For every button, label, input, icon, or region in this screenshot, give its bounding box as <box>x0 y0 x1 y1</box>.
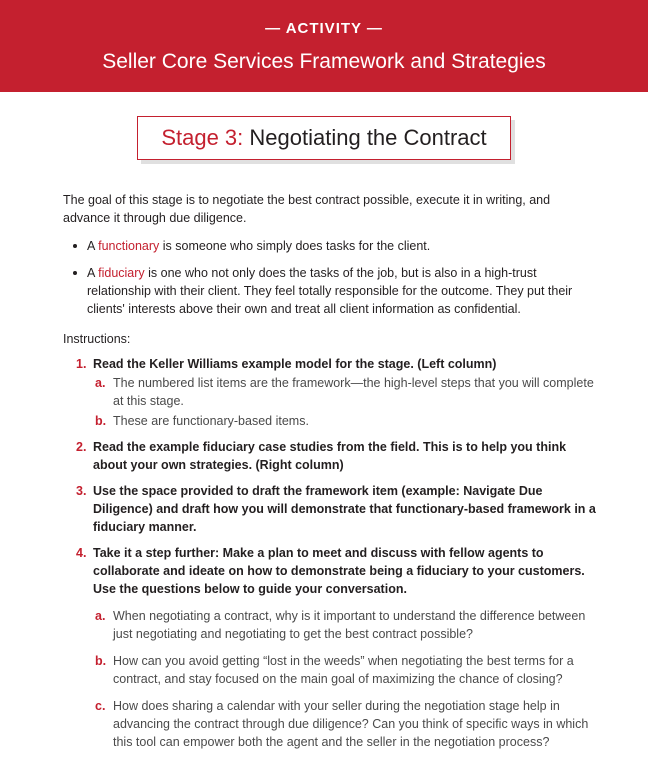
definition-item-functionary <box>63 237 598 255</box>
discussion-question <box>93 697 598 751</box>
definition-lead: A <box>87 239 99 253</box>
step-number: 4. <box>76 546 87 560</box>
bullet-dot <box>73 244 77 248</box>
step-number: 1. <box>76 357 87 371</box>
instruction-step-3 <box>63 482 598 536</box>
sub-step-text: The numbered list items are the framework—the high-level steps that you will complete at this stage. <box>113 376 594 408</box>
sub-step <box>93 412 598 430</box>
definition-text: is someone who simply does tasks for the client. <box>159 239 431 253</box>
sub-steps <box>93 374 598 430</box>
instruction-step-2 <box>63 438 598 474</box>
sub-step-letter: b. <box>95 654 107 668</box>
activity-banner <box>0 0 648 92</box>
sub-step-letter: b. <box>95 414 107 428</box>
stage-label: Stage 3: <box>161 125 244 150</box>
instruction-step-1 <box>63 355 598 430</box>
stage-name: Negotiating the Contract <box>249 125 487 150</box>
step-number: 3. <box>76 484 87 498</box>
definition-text: is one who not only does the tasks of the job, but is also in a high-trust relationship with their client. They feel totally responsible for the outcome. They put their clients' interests above their own and treat all client information as confidential. <box>87 266 573 316</box>
banner-kicker: — ACTIVITY — <box>265 20 383 37</box>
definition-term: fiduciary <box>98 266 145 280</box>
definition-term: functionary <box>98 239 160 253</box>
step-text: Read the example fiduciary case studies from the field. This is to help you think about your own strategies. (Right column) <box>93 440 567 472</box>
intro-paragraph: The goal of this stage is to negotiate the best contract possible, execute it in writing, and advance it through due diligence. <box>63 193 551 225</box>
step-text: Take it a step further: Make a plan to meet and discuss with fellow agents to collaborate and ideate on how to demonstrate being a fiduciary to your customers. Use the questions below to guide your conversation. <box>93 546 585 596</box>
definition-item-fiduciary <box>63 264 598 318</box>
definition-lead: A <box>87 266 99 280</box>
banner-title: Seller Core Services Framework and Strategies <box>102 50 546 73</box>
sub-step-text: When negotiating a contract, why is it important to understand the difference between just negotiating and negotiating to get the best contract possible? <box>113 609 586 641</box>
step-text: Read the Keller Williams example model for the stage. (Left column) <box>93 357 497 371</box>
sub-step-letter: a. <box>95 376 106 390</box>
definition-list <box>63 237 598 318</box>
activity-content <box>63 191 598 760</box>
bullet-dot <box>73 271 77 275</box>
discussion-question <box>93 607 598 643</box>
instruction-steps <box>63 355 598 751</box>
instructions-label: Instructions: <box>63 332 131 346</box>
discussion-questions <box>93 607 598 751</box>
step-text: Use the space provided to draft the framework item (example: Navigate Due Diligence) and draft how you will demonstrate that functionary-based framework in a fiduciary manner. <box>93 484 596 534</box>
sub-step-letter: c. <box>95 699 106 713</box>
sub-step-text: How does sharing a calendar with your seller during the negotiation stage help in advancing the contract through due diligence? Can you think of specific ways in which this tool can empower both the agent and the seller in the negotiation process? <box>113 699 589 749</box>
sub-step <box>93 374 598 410</box>
instruction-step-4 <box>63 544 598 751</box>
sub-step-text: These are functionary-based items. <box>113 414 309 428</box>
discussion-question <box>93 652 598 688</box>
step-number: 2. <box>76 440 87 454</box>
stage-heading-box <box>137 116 511 160</box>
sub-step-text: How can you avoid getting “lost in the weeds” when negotiating the best terms for a contract, and stay focused on the main goal of maximizing the chance of closing? <box>113 654 574 686</box>
sub-step-letter: a. <box>95 609 106 623</box>
